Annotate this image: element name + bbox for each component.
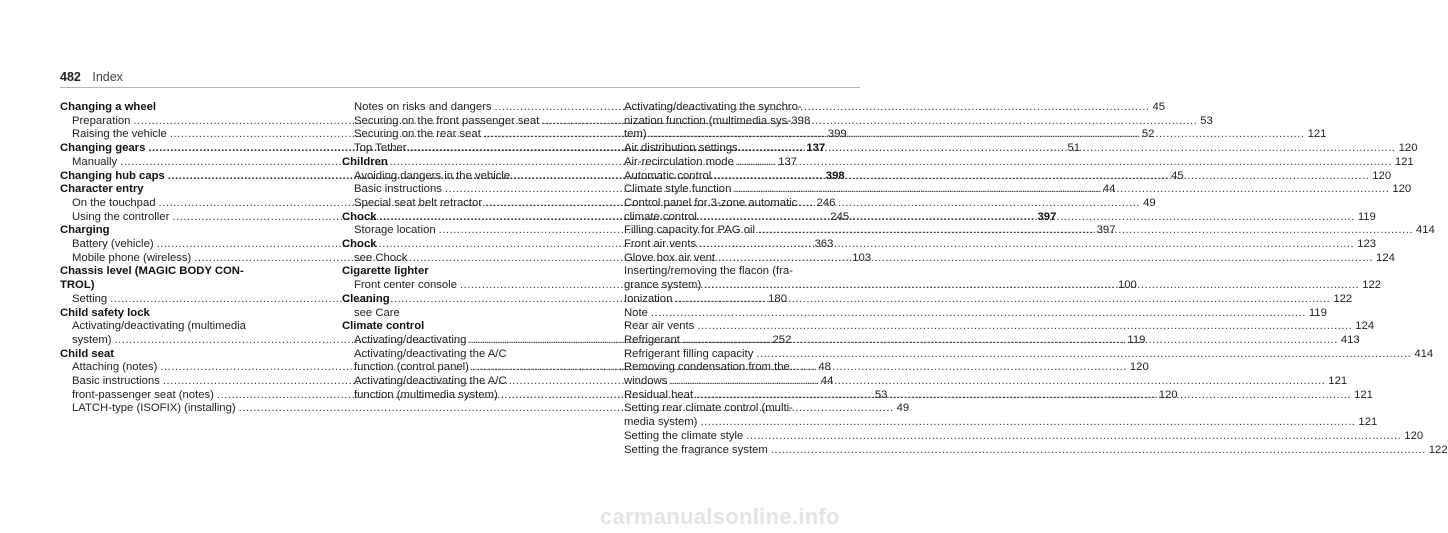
index-entry[interactable]: nization function (multimedia sys- <box>624 114 792 127</box>
page-reference[interactable]: 414 <box>1415 224 1435 237</box>
dot-leader <box>741 142 1396 156</box>
entry-text: Attaching (notes) <box>72 361 158 374</box>
page-reference[interactable]: 121 <box>1394 155 1414 168</box>
dot-leader <box>700 416 1355 430</box>
index-entry[interactable] <box>624 347 1434 362</box>
page-reference[interactable]: 120 <box>1398 142 1418 155</box>
dot-leader <box>675 293 1330 307</box>
index-entry[interactable] <box>624 251 1395 266</box>
index-entry[interactable]: Activating/deactivating the synchro- <box>624 101 802 113</box>
entry-text: Preparation <box>72 114 131 127</box>
page-reference[interactable]: 121 <box>1307 128 1327 141</box>
entry-text: Manually <box>72 155 118 168</box>
entry-text: Battery (vehicle) <box>72 238 154 251</box>
index-entry[interactable] <box>624 320 1375 334</box>
dot-leader <box>746 430 1401 444</box>
entry-text: Activating/deactivating <box>354 333 467 346</box>
page-reference[interactable]: 398 <box>825 169 845 182</box>
page-reference[interactable]: 398 <box>791 114 811 127</box>
index-entry[interactable]: see Chock <box>354 251 408 264</box>
page-header <box>60 70 123 84</box>
entry-text: Avoiding dangers in the vehicle <box>354 169 511 182</box>
page-reference[interactable]: 252 <box>772 333 792 346</box>
entry-text: Storage location <box>354 224 436 237</box>
entry-text: Filling capacity for PAG oil <box>624 224 756 237</box>
index-entry[interactable]: Setting rear climate control (multi- <box>624 402 793 415</box>
page-reference[interactable]: 397 <box>1096 224 1116 237</box>
entry-text: Mobile phone (wireless) <box>72 251 192 264</box>
entry-text: Notes on risks and dangers <box>354 101 492 113</box>
entry-text: Basic instructions <box>354 183 442 196</box>
entry-text: LATCH-type (ISOFIX) (installing) <box>72 402 236 415</box>
entry-text: On the touchpad <box>72 196 156 209</box>
dot-leader <box>700 211 1355 225</box>
page-reference[interactable]: 246 <box>816 196 836 209</box>
entry-text: system) <box>72 333 112 346</box>
entry-text: Refrigerant <box>624 333 680 346</box>
page-reference[interactable]: 103 <box>852 251 872 264</box>
index-entry[interactable] <box>624 443 1448 458</box>
page-reference[interactable]: 122 <box>1333 292 1353 305</box>
dot-leader <box>718 252 1373 266</box>
index-entry[interactable]: Activating/deactivating the A/C <box>354 375 507 388</box>
page-reference[interactable]: 414 <box>1414 347 1434 360</box>
page-reference[interactable]: 44 <box>820 375 834 388</box>
dot-leader <box>714 170 1369 184</box>
page-reference[interactable]: 124 <box>1376 251 1395 264</box>
index-heading[interactable]: Children <box>342 155 388 168</box>
page-reference[interactable]: 120 <box>1372 169 1392 182</box>
page-reference[interactable]: 49 <box>1143 196 1156 209</box>
page-reference[interactable]: 245 <box>830 210 850 223</box>
dot-leader <box>651 307 1306 321</box>
dot-leader <box>670 375 1325 389</box>
index-entry[interactable] <box>624 238 1377 252</box>
entry-text: grance system) <box>624 279 702 292</box>
index-heading[interactable]: Chock <box>342 238 377 251</box>
watermark: carmanualsonline.info <box>600 504 840 529</box>
dot-leader <box>771 444 1426 458</box>
index-entry[interactable] <box>624 306 1327 321</box>
dot-leader <box>683 334 1338 348</box>
entry-text: Air distribution settings <box>624 142 738 155</box>
page-reference[interactable]: 44 <box>1102 183 1116 196</box>
index-heading[interactable]: Child safety lock <box>60 306 150 319</box>
page-reference[interactable]: 363 <box>814 238 834 251</box>
page-reference[interactable]: 123 <box>1357 238 1377 251</box>
index-entry[interactable] <box>624 429 1424 444</box>
page-reference[interactable]: 53 <box>874 388 888 401</box>
index-heading[interactable]: Cleaning <box>342 292 390 305</box>
page-reference[interactable]: 119 <box>1127 333 1146 346</box>
index-heading[interactable]: Charging <box>60 224 110 237</box>
index-heading[interactable]: Child seat <box>60 347 114 360</box>
entry-text: tem) <box>624 128 647 141</box>
dot-leader <box>756 348 1411 362</box>
entry-text: Glove box air vent <box>624 251 716 264</box>
entry-text: climate control <box>624 210 697 223</box>
page-reference[interactable]: 137 <box>806 142 826 155</box>
index-heading[interactable]: Cigarette lighter <box>342 265 429 278</box>
index-entry[interactable]: Activating/deactivating the A/C <box>354 347 507 360</box>
entry-text: Chock <box>342 210 377 223</box>
index-entry[interactable] <box>624 416 1378 430</box>
entry-text: Basic instructions <box>72 375 160 388</box>
page-reference[interactable]: 121 <box>1354 388 1373 401</box>
entry-text: Securing on the front passenger seat <box>354 114 540 127</box>
page-reference[interactable]: 120 <box>1392 183 1412 196</box>
page-reference[interactable]: 397 <box>1037 210 1057 223</box>
index-entry[interactable] <box>624 375 1348 389</box>
page-reference[interactable]: 122 <box>1362 279 1382 292</box>
page-reference[interactable]: 413 <box>1340 333 1360 346</box>
entry-text: Residual heat <box>624 388 694 401</box>
page-reference[interactable]: 121 <box>1358 416 1378 429</box>
entry-text: Note <box>624 306 648 319</box>
dot-leader <box>704 279 1359 293</box>
entry-text: Front center console <box>354 279 457 292</box>
page-reference[interactable]: 121 <box>1328 375 1348 388</box>
entry-text: media system) <box>624 416 698 429</box>
page-reference[interactable]: 120 <box>1404 429 1424 442</box>
page-reference[interactable]: 122 <box>1428 443 1448 456</box>
page-section-name: Index <box>92 70 123 84</box>
index-heading[interactable]: Changing a wheel <box>60 101 157 113</box>
entry-text: Changing gears <box>60 142 146 155</box>
entry-text: Climate style function <box>624 183 732 196</box>
page-reference[interactable]: 119 <box>1308 306 1327 319</box>
dot-leader <box>734 183 1389 197</box>
index-entry[interactable]: Activating/deactivating (multimedia <box>72 320 246 333</box>
entry-text: Automatic control <box>624 169 712 182</box>
entry-text: Refrigerant filling capacity <box>624 347 754 360</box>
entry-text: Changing hub caps <box>60 169 165 182</box>
index-heading[interactable]: Character entry <box>60 183 144 196</box>
entry-text: windows <box>624 375 668 388</box>
entry-text: Top Tether <box>354 142 407 155</box>
entry-text: function (control panel) <box>354 361 469 374</box>
dot-leader <box>697 320 1352 334</box>
page-reference[interactable]: 120 <box>1129 361 1149 374</box>
index-heading[interactable]: Chassis level (MAGIC BODY CON- <box>60 265 244 278</box>
page-reference[interactable]: 45 <box>1152 101 1166 113</box>
page-reference[interactable]: 52 <box>1141 128 1155 141</box>
page-reference[interactable]: 49 <box>896 402 910 415</box>
page-reference[interactable]: 45 <box>1171 169 1184 182</box>
index-entry[interactable] <box>624 292 1353 307</box>
entry-text: front-passenger seat (notes) <box>72 388 214 401</box>
index-heading[interactable]: Climate control <box>342 320 425 333</box>
entry-text: Setting the fragrance system <box>624 443 768 456</box>
entry-text: Raising the vehicle <box>72 128 167 141</box>
page-reference[interactable]: 180 <box>768 292 787 305</box>
page-reference[interactable]: 51 <box>1067 142 1081 155</box>
page-reference[interactable]: 119 <box>1357 210 1376 223</box>
index-heading[interactable]: TROL) <box>60 279 95 292</box>
entry-text: Ionization <box>624 292 673 305</box>
header-divider <box>60 87 860 88</box>
entry-text: Setting <box>72 292 108 305</box>
dot-leader <box>650 128 1305 142</box>
page-reference[interactable]: 399 <box>827 128 847 141</box>
entry-text: Front air vents <box>624 238 697 251</box>
page-reference[interactable]: 48 <box>818 361 831 374</box>
entry-text: Air-recirculation mode <box>624 155 734 168</box>
entry-text: Using the controller <box>72 210 170 223</box>
index-entry[interactable]: see Care <box>354 306 400 319</box>
entry-text: function (multimedia system) <box>354 388 498 401</box>
page-reference[interactable]: 53 <box>1200 114 1213 127</box>
dot-leader <box>696 389 1351 403</box>
entry-text: Rear air vents <box>624 320 695 333</box>
entry-text: Special seat belt retractor <box>354 196 483 209</box>
dot-leader <box>699 238 1354 252</box>
page-reference[interactable]: 120 <box>1158 388 1178 401</box>
index-entry[interactable] <box>624 155 1414 170</box>
index-entry[interactable]: Inserting/removing the flacon (fra- <box>624 265 793 278</box>
entry-text: Setting the climate style <box>624 429 744 442</box>
index-entry[interactable]: Removing condensation from the <box>624 361 790 374</box>
index-entry[interactable]: Control panel for 3-zone automatic <box>624 196 798 209</box>
entry-text: Securing on the rear seat <box>354 128 481 141</box>
page-reference[interactable]: 124 <box>1355 320 1375 333</box>
page-reference[interactable]: 100 <box>1117 279 1137 292</box>
page-reference[interactable]: 137 <box>778 155 798 168</box>
page-number: 482 <box>60 70 81 84</box>
dot-leader <box>737 156 1392 170</box>
dot-leader <box>758 224 1413 238</box>
